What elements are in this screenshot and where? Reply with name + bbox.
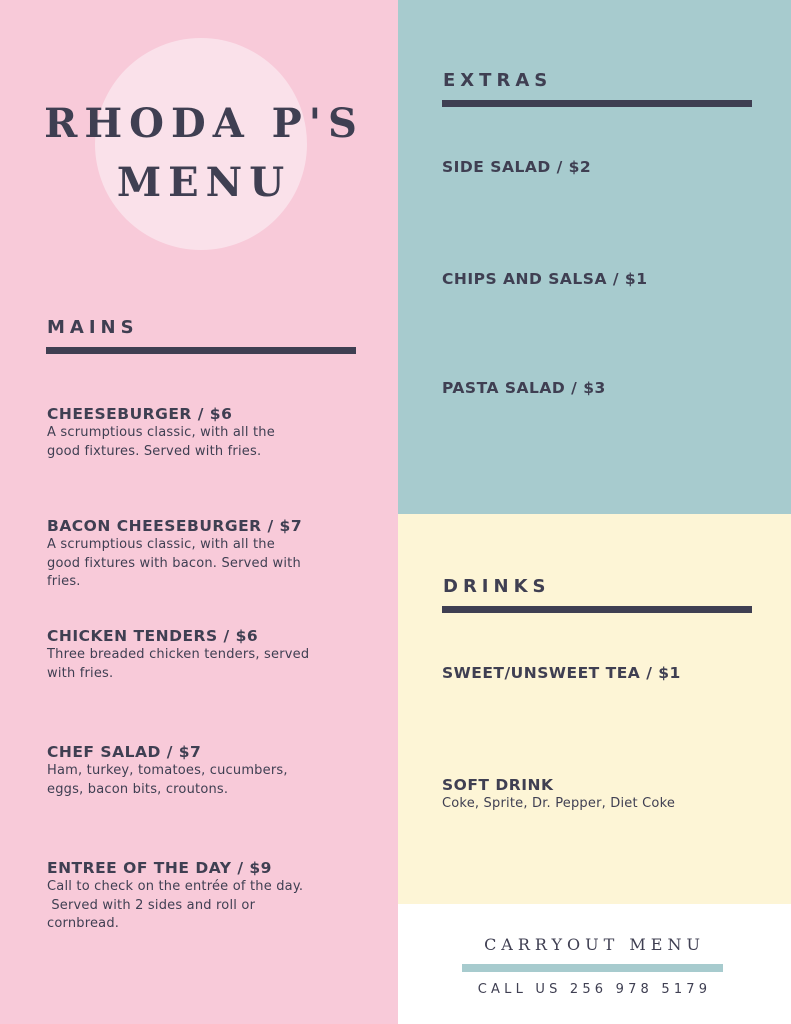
item-description (47, 536, 357, 592)
carryout-menu-title: CARRYOUT MENU (484, 935, 705, 954)
mains-heading: MAINS (47, 317, 139, 338)
mains-divider (46, 347, 356, 354)
item-name: SWEET/UNSWEET TEA / $1 (442, 664, 681, 682)
item-name: BACON CHEESEBURGER / $7 (47, 517, 303, 535)
item-description-line: A scrumptious classic, with all the (47, 425, 275, 440)
item-description-line: cornbread. (47, 916, 120, 931)
item-description-line: Call to check on the entrée of the day. (47, 879, 304, 894)
item-description (442, 795, 752, 814)
menu-item-side-salad (442, 157, 752, 177)
item-description-line: with fries. (47, 665, 114, 681)
menu-item-chicken-tenders (47, 626, 357, 683)
menu-item-pasta-salad (442, 378, 752, 398)
item-name: CHICKEN TENDERS / $6 (47, 627, 259, 645)
drinks-heading: DRINKS (443, 576, 551, 597)
item-description-line: Ham, turkey, tomatoes, cucumbers, (47, 763, 288, 778)
item-name: CHIPS AND SALSA / $1 (442, 270, 648, 288)
item-description (47, 878, 357, 934)
item-name: CHEF SALAD / $7 (47, 743, 202, 761)
item-description (47, 762, 357, 799)
extras-heading: EXTRAS (443, 70, 553, 91)
item-name: SOFT DRINK (442, 776, 554, 794)
item-description-line: Coke, Sprite, Dr. Pepper, Diet Coke (442, 796, 676, 811)
item-description-line: eggs, bacon bits, croutons. (47, 781, 229, 797)
menu-title-line-1: RHODA P'S (44, 100, 364, 147)
item-description-line: good fixtures with bacon. Served with (47, 555, 301, 571)
drinks-panel (398, 514, 791, 904)
item-description-line: good fixtures. Served with fries. (47, 443, 262, 459)
menu-item-chips-and-salsa (442, 269, 752, 289)
item-description-line: Served with 2 sides and roll or (47, 897, 256, 913)
item-description (47, 646, 357, 683)
extras-divider (442, 100, 752, 107)
menu-item-entree-of-the-day (47, 858, 357, 934)
menu-title-line-2: MENU (116, 159, 292, 206)
item-description (47, 424, 357, 461)
item-name: ENTREE OF THE DAY / $9 (47, 859, 272, 877)
menu-item-chef-salad (47, 742, 357, 799)
item-description-line: fries. (47, 574, 81, 589)
drinks-divider (442, 606, 752, 613)
item-description-line: A scrumptious classic, with all the (47, 537, 275, 552)
item-name: SIDE SALAD / $2 (442, 158, 592, 176)
menu-item-cheeseburger (47, 404, 357, 461)
menu-item-soft-drink (442, 775, 752, 814)
item-name: CHEESEBURGER / $6 (47, 405, 233, 423)
menu-item-bacon-cheeseburger (47, 516, 357, 592)
item-name: PASTA SALAD / $3 (442, 379, 606, 397)
item-description-line: Three breaded chicken tenders, served (47, 647, 310, 662)
menu-item-tea (442, 663, 752, 683)
footer-divider (462, 964, 723, 972)
phone-number: CALL US 256 978 5179 (477, 982, 712, 997)
